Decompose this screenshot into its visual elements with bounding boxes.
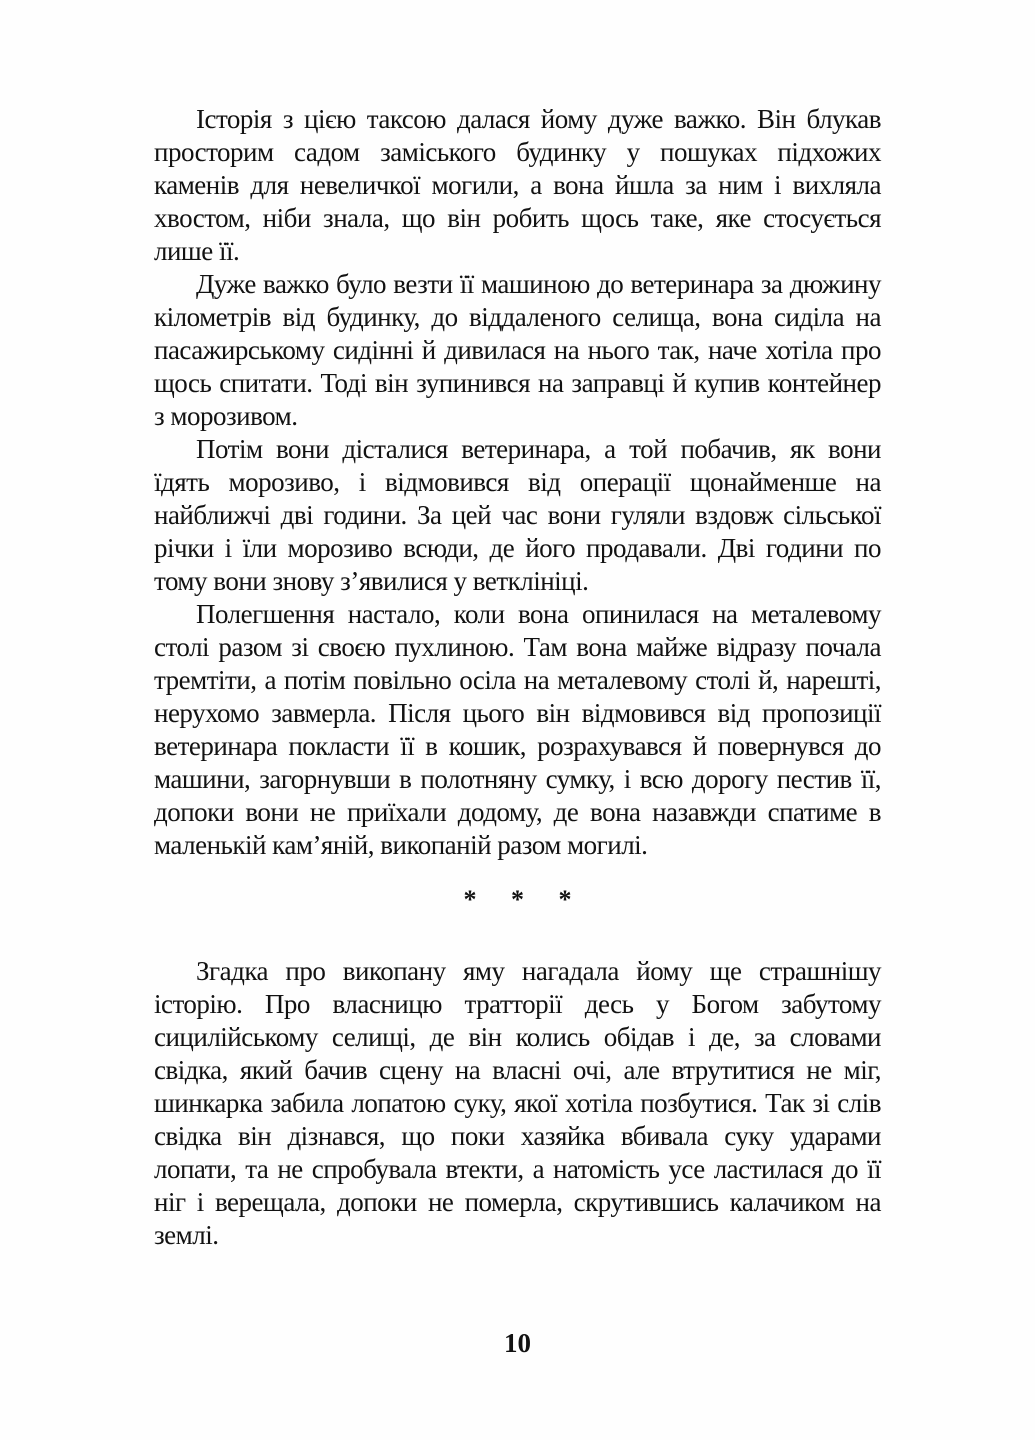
paragraph-4: Полегшення настало, коли вона опинилася на металевому столі разом зі своєю пухлиною. Там вона майже відразу почала тремтіти, а потім повільно осіла на металевому столі й, нарешті, нерухомо завмерла. Після цього він відмовився від пропозиції ветеринара покласти її в кошик, розрахувався й повернувся до машини, загорнувши в полотняну сумку, і всю дорогу пестив її, допоки вони не приїхали додому, де вона назавжди спатиме в маленькій кам’яній, викопаній разом могилі. [154,599,881,860]
section-break [154,876,881,914]
page-number: 10 [504,1328,531,1358]
paragraph-1: Історія з цією таксою далася йому дуже важко. Він блукав просторим садом заміського будинку у пошуках підхожих каменів для невеличкої могили, а вона йшла за ним і вихляла хвостом, ніби знала, що він робить щось таке, яке стосується лише її. [154,104,881,266]
paragraph-2: Дуже важко було везти її машиною до ветеринара за дюжину кілометрів від будинку, до віддаленого селища, вона сиділа на пасажирському сидінні й дивилася на нього так, наче хотіла про щось спитати. Тоді він зупинився на заправці й купив контейнер з морозивом. [154,269,881,431]
asterisk-separator: * * * [463,885,586,914]
paragraph-3: Потім вони дісталися ветеринара, а той побачив, як вони їдять морозиво, і відмовився від операції щонайменше на найближчі дві години. За цей час вони гуляли вздовж сільської річки і їли морозиво всюди, де його продавали. Дві години по тому вони знову з’явилися у ветклініці. [154,434,881,596]
paragraph-5: Згадка про викопану яму нагадала йому ще страшнішу історію. Про власницю тратторії десь у Богом забутому сицилійському селищі, де він колись обідав і де, за словами свідка, який бачив сцену на власні очі, але втрутитися не міг, шинкарка забила лопатою суку, якої хотіла позбутися. Так зі слів свідка він дізнався, що поки хазяйка вбивала суку ударами лопати, та не спробувала втекти, а натомість усе ластилася до її ніг і верещала, допоки не померла, скрутившись калачиком на землі. [154,956,881,1250]
text-block [154,103,881,1252]
